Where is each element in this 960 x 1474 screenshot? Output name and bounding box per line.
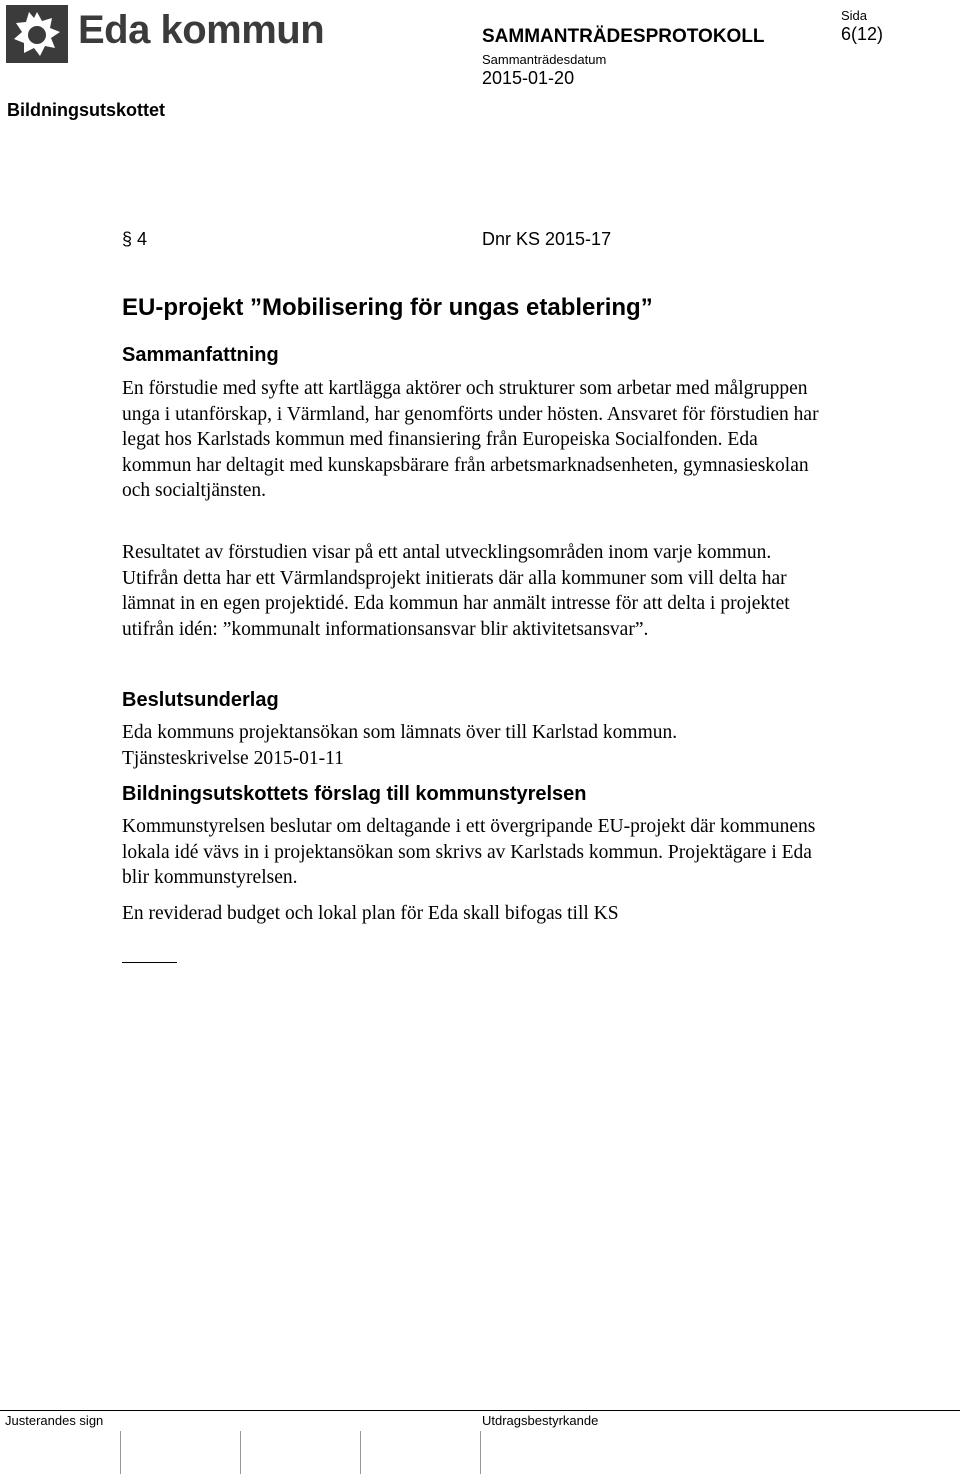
signature-cell-divider [240,1431,241,1474]
reference-number: Dnr KS 2015-17 [482,229,612,249]
basis-line-1: Eda kommuns projektansökan som lämnats över till Karlstad kommun. [122,722,678,743]
document-type: SAMMANTRÄDESPROTOKOLL [482,26,765,47]
signature-rule [122,962,177,963]
basis-line-2: Tjänsteskrivelse 2015-01-11 [122,748,344,769]
section-number: 4 [137,229,148,249]
municipality-logo-icon [5,4,69,64]
footer-divider [0,1410,960,1411]
basis-heading: Beslutsunderlag [122,689,279,711]
proposal-heading: Bildningsutskottets förslag till kommunstyrelsen [122,783,587,805]
meeting-date-label: Sammanträdesdatum [482,52,607,67]
municipality-name: Eda kommun [78,8,325,52]
extract-certification-label: Utdragsbestyrkande [482,1413,599,1428]
summary-paragraph-2: Resultatet av förstudien visar på ett antal utvecklingsområden inom varje kommun. Utifrån detta har ett Värmlandsprojekt initierats där alla kommuner som vill delta har lämnat in en egen projektidé. Eda kommun har anmält intresse för att delta i projektet utifrån idén: ”kommunalt informationsansvar blir aktivitetsansvar”. [122,542,790,640]
signature-cell-divider [360,1431,361,1474]
page-number: 6(12) [841,24,884,44]
adjuster-sign-label: Justerandes sign [5,1413,104,1428]
page-label: Sida [841,8,868,23]
meeting-date: 2015-01-20 [482,68,575,88]
signature-cell-divider [120,1431,121,1474]
summary-paragraph-1: En förstudie med syfte att kartlägga aktörer och strukturer som arbetar med målgruppen unga i utanförskap, i Värmland, har genomförts under hösten. Ansvaret för förstudien har legat hos Karlstads kommun med finansiering från Europeiska Socialfonden. Eda kommun har deltagit med kunskapsbärare från arbetsmarknadsenheten, gymnasieskolan och socialtjänsten. [122,378,819,501]
proposal-paragraph-1: Kommunstyrelsen beslutar om deltagande i ett övergripande EU-projekt där kommunens lokala idé vävs in i projektansökan som skrivs av Karlstads kommun. Projektägare i Eda blir kommunstyrelsen. [122,816,816,888]
signature-cell-divider [480,1431,481,1474]
section-mark: § [122,229,133,249]
proposal-paragraph-2: En reviderad budget och lokal plan för Eda skall bifogas till KS [122,903,619,924]
summary-heading: Sammanfattning [122,344,279,366]
item-title: EU-projekt ”Mobilisering för ungas etablering” [122,294,653,321]
section-number-line [122,229,147,250]
committee-name: Bildningsutskottet [7,100,165,120]
